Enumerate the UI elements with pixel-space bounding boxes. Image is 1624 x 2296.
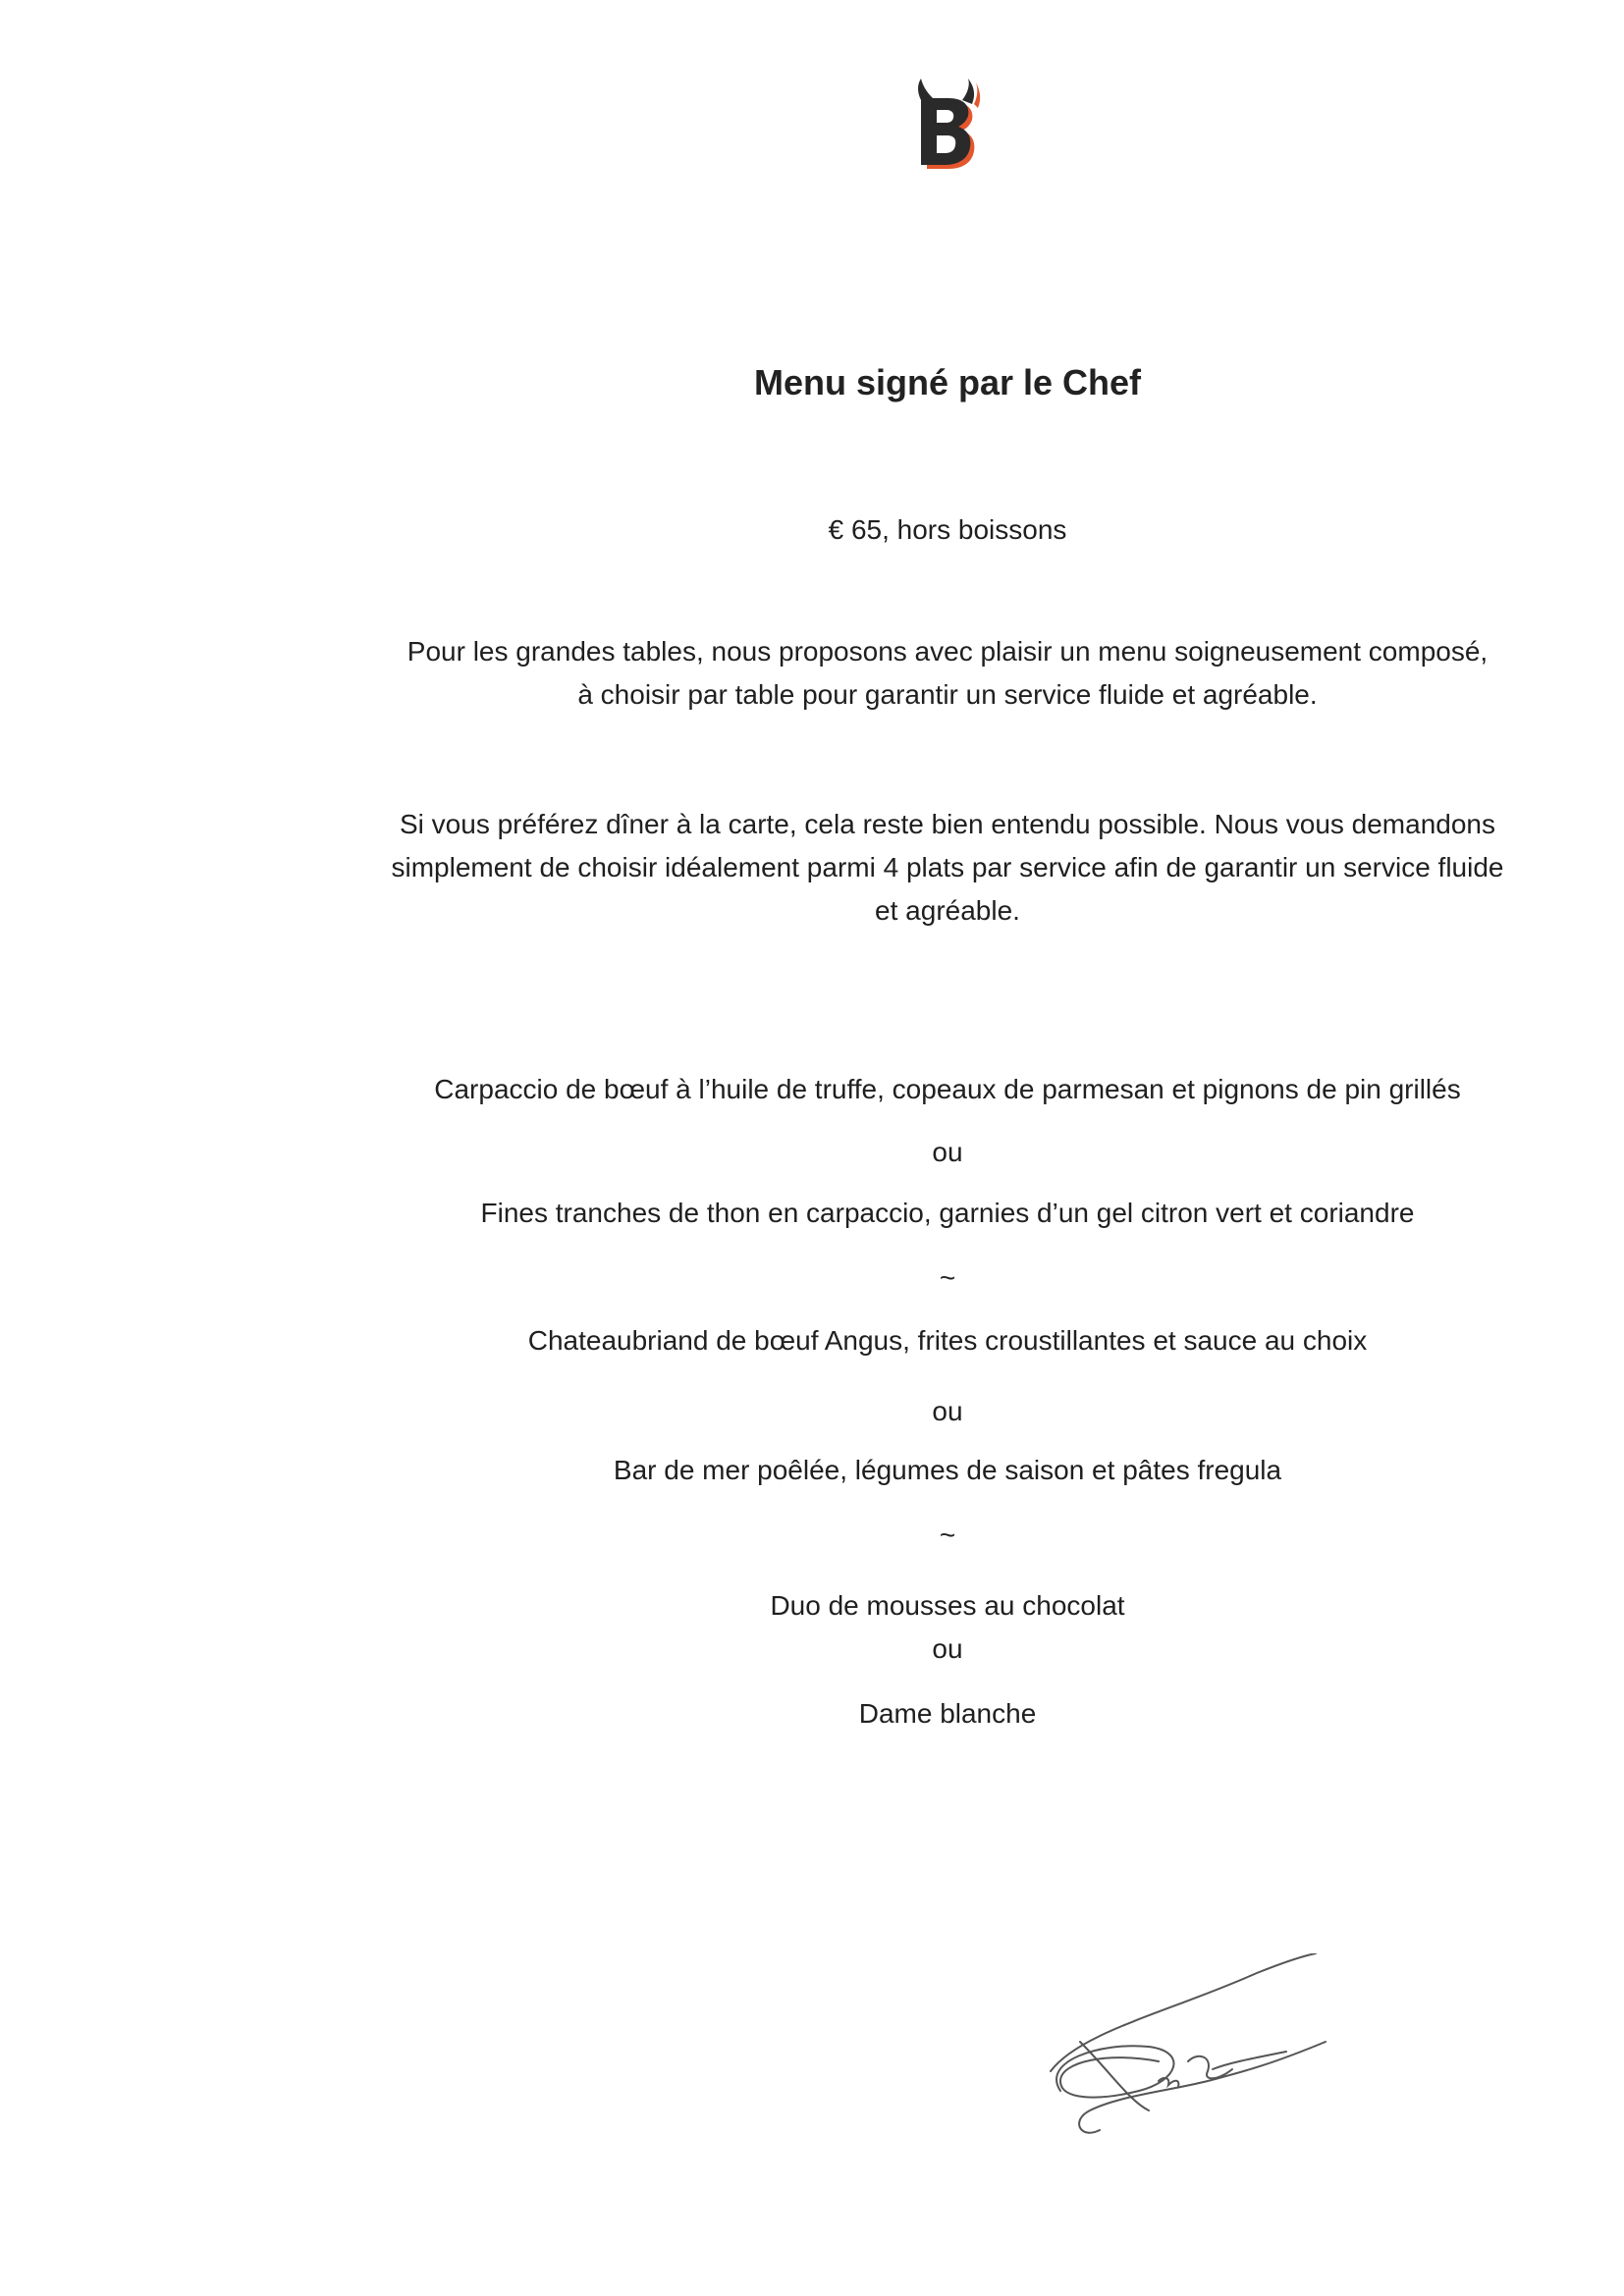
starter-option-2: Fines tranches de thon en carpaccio, garnies d’un gel citron vert et coriandre bbox=[480, 1198, 1415, 1228]
bull-horns-b-logo-icon bbox=[913, 77, 982, 175]
starter-option-1: Carpaccio de bœuf à l’huile de truffe, copeaux de parmesan et pignons de pin grillés bbox=[434, 1074, 1461, 1104]
main-option-1: Chateaubriand de bœuf Angus, frites croustillantes et sauce au choix bbox=[527, 1325, 1368, 1356]
dessert-option-1: Duo de mousses au chocolat bbox=[770, 1590, 1125, 1621]
main-option-2: Bar de mer poêlée, légumes de saison et pâtes fregula bbox=[613, 1455, 1282, 1485]
a-la-carte-line: et agréable. bbox=[875, 895, 1020, 926]
chef-signature-icon bbox=[1041, 1953, 1335, 2160]
or-separator: ou bbox=[932, 1137, 963, 1167]
intro-paragraph bbox=[353, 630, 1542, 717]
a-la-carte-paragraph bbox=[353, 803, 1542, 933]
page-title: Menu signé par le Chef bbox=[753, 362, 1142, 402]
menu-price: € 65, hors boissons bbox=[828, 514, 1067, 545]
a-la-carte-line: simplement de choisir idéalement parmi 4 plats par service afin de garantir un service fluide bbox=[391, 852, 1504, 882]
course-separator: ~ bbox=[939, 1262, 956, 1293]
intro-line: Pour les grandes tables, nous proposons avec plaisir un menu soigneusement composé, bbox=[406, 636, 1489, 667]
or-separator: ou bbox=[932, 1633, 963, 1664]
a-la-carte-line: Si vous préférez dîner à la carte, cela reste bien entendu possible. Nous vous demandons bbox=[400, 809, 1495, 839]
or-separator: ou bbox=[932, 1396, 963, 1426]
dessert-option-2: Dame blanche bbox=[858, 1698, 1037, 1729]
course-separator: ~ bbox=[939, 1520, 956, 1550]
intro-line: à choisir par table pour garantir un service fluide et agréable. bbox=[577, 679, 1318, 710]
